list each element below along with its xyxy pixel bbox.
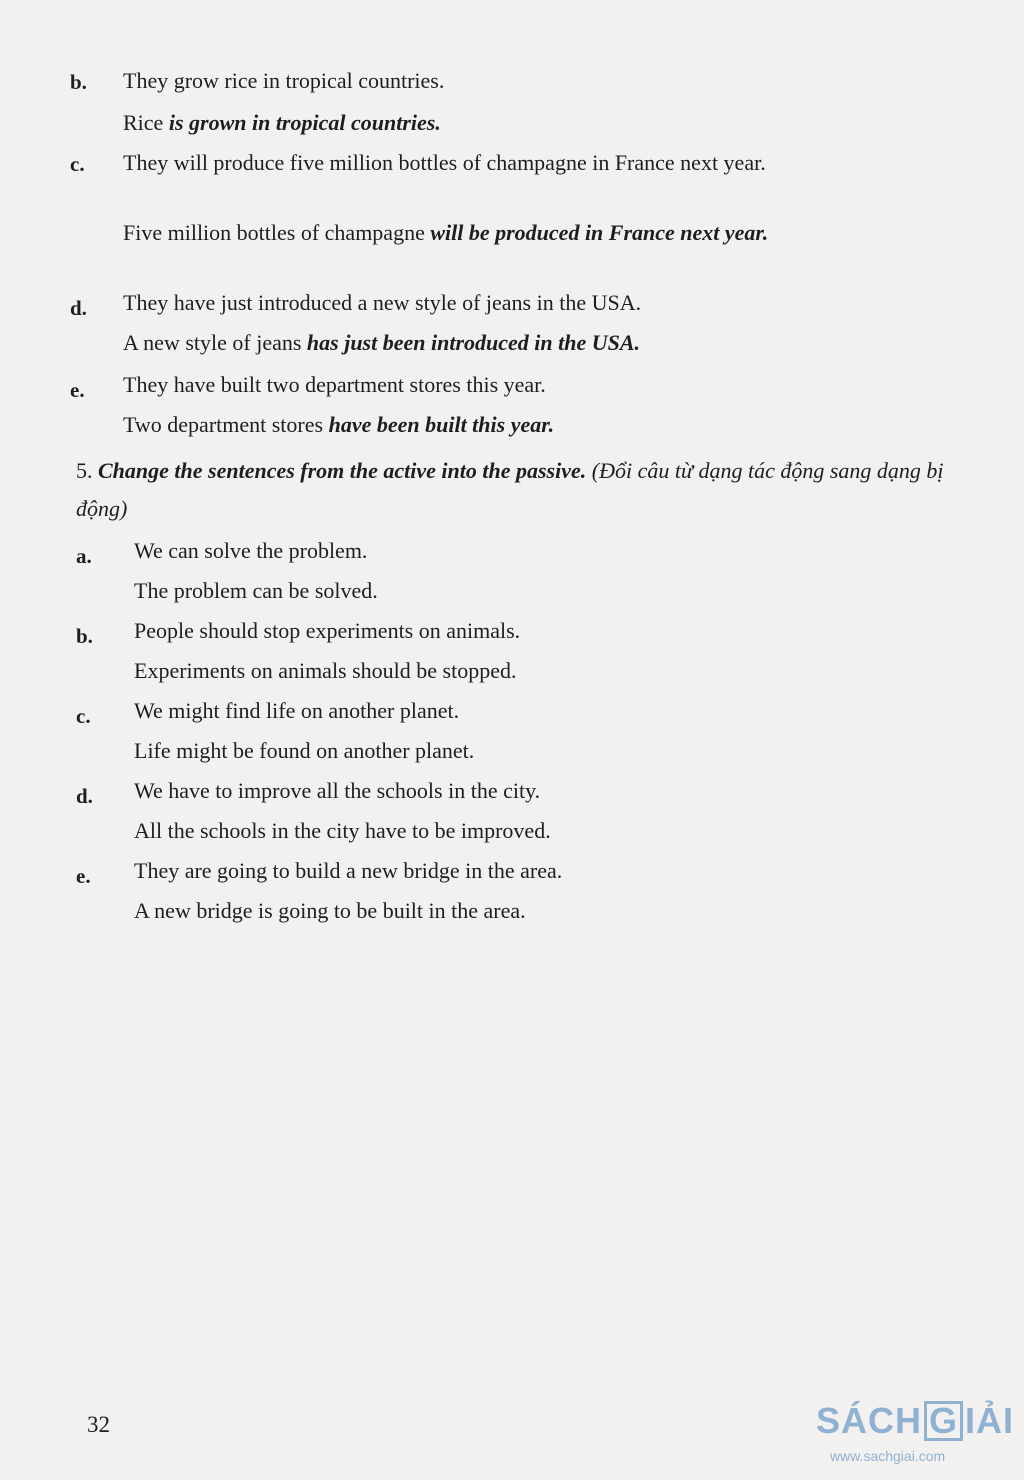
exercise-heading: 5. Change the sentences from the active into the passive. (Đổi câu từ dạng tác động sang dạng bị động) [76,458,944,521]
item-letter: c. [70,152,85,176]
passive-answer: All the schools in the city have to be improved. [134,818,551,843]
item-letter: e. [70,378,85,402]
brand-box: G [924,1401,963,1441]
active-sentence: They will produce five million bottles of champagne in France next year. [123,150,766,175]
item-letter: a. [76,544,92,568]
item-letter: d. [76,784,93,808]
item-letter: e. [76,864,91,888]
active-sentence: We can solve the problem. [134,538,368,563]
passive-answer: Five million bottles of champagne will be produced in France next year. [123,220,769,245]
item-letter: b. [70,70,87,94]
active-sentence: We have to improve all the schools in the city. [134,778,541,803]
item-letter: b. [76,624,93,648]
active-sentence: We might find life on another planet. [134,698,460,723]
passive-answer: Rice is grown in tropical countries. [123,110,441,135]
passive-answer: The problem can be solved. [134,578,378,603]
active-sentence: They have built two department stores this year. [123,372,546,397]
watermark-url: www.sachgiai.com [830,1448,946,1464]
passive-answer: Experiments on animals should be stopped. [134,658,517,683]
active-sentence: They have just introduced a new style of jeans in the USA. [123,290,642,315]
passive-answer: Life might be found on another planet. [134,738,475,763]
item-letter: c. [76,704,91,728]
watermark-logo [816,1400,1016,1464]
passive-answer: Two department stores have been built this year. [123,412,555,437]
active-sentence: They grow rice in tropical countries. [123,68,445,93]
active-sentence: They are going to build a new bridge in the area. [134,858,563,883]
brand-wordmark: SÁCH G IẢI [816,1400,1015,1441]
passive-answer: A new style of jeans has just been introduced in the USA. [123,330,641,355]
page-number: 32 [87,1412,110,1437]
active-sentence: People should stop experiments on animals. [134,618,521,643]
passive-answer: A new bridge is going to be built in the area. [134,898,526,923]
item-letter: d. [70,296,87,320]
